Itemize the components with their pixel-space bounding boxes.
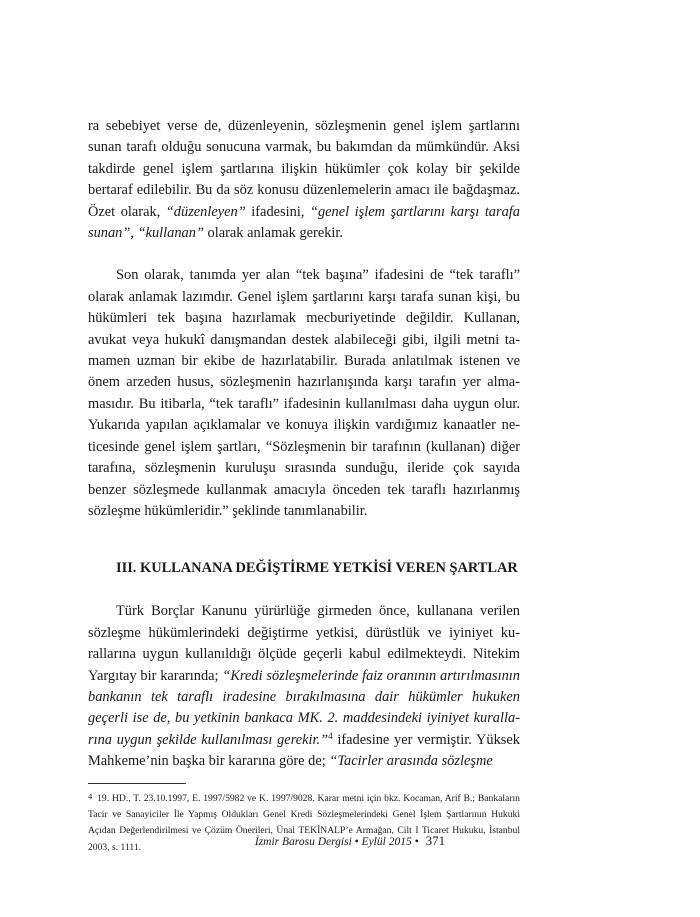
section-heading: III. KULLANANA DEĞİŞTİRME YETKİSİ VEREN ŞARTLAR <box>116 560 518 577</box>
paragraph-1 <box>88 116 520 244</box>
paragraph-3-text-a: Türk Borçlar Kanunu yürürlüğe girmeden önce, kullanana verilen sözleşme hükümlerindeki değiştirme yetkisi, dürüstlük ve iyiniyet kurallarına uygun kullanıldığı ölçüde geçerli kabul edilmekteydi. Nitekim Yargıtay bir kararında; <box>88 603 520 684</box>
footnote-divider <box>88 783 186 784</box>
running-footer <box>0 833 700 850</box>
paragraph-1-text-b: ifadesini, <box>245 203 310 220</box>
footnote-text: 19. HD., T. 23.10.1997, E. 1997/5982 ve K. 1997/9028. Karar metni için bkz. Kocaman, Arif B.; Bankaların Tacir ve Sanayiciler İle Yapmış Oldukları Genel Kredi Sözleşmelerindeki Genel İşlem Şartlarının Hukuki Açıdan Değerlendirilmesi ve Çözüm Önerileri, Ünal TEKİNALP’e Armağan, Cilt I Ticaret Hukuku, İstanbul 2003, s. 1111. <box>88 792 520 853</box>
footnote-number: 4 <box>88 790 93 801</box>
paragraph-2: Son olarak, tanımda yer alan “tek başına” ifadesini de “tek taraflı” olarak anlamak lazımdır. Genel işlem şartlarını karşı tarafa sunan kişi, bu hükümleri tek başına hazırlamak mecburiyetinde değildir. Kullanan, avukat veya hukukî danışmandan destek alabileceği gibi, ilgili metni tamamen uzman bir ekibe de hazırlatabilir. Burada anlatılmak istenen ve önem arzeden husus, sözleşmenin hazırlanışında karşı tarafın yer almamasıdır. Bu itibarla, “tek taraflı” ifadesinin kullanılması daha uygun olur. Yukarıda yapılan açıklamalar ve konuya ilişkin vardığımız kanaatler neticesinde genel işlem şartları, “Sözleşmenin bir tarafının (kullanan) diğer tarafına, sözleşmenin kuruluşu sırasında sunduğu, ileride çok sayıda benzer sözleşmede kullanmak amacıyla önceden tek taraflı hazırlanmış sözleşme hükümleridir.” şeklinde tanımlanabilir. <box>88 267 520 519</box>
paragraph-1-text-c: olarak anlamak gerekir. <box>203 225 343 242</box>
page-number: 371 <box>425 833 446 848</box>
paragraph-3-quote-b: “Tacirler arasında sözleşme <box>329 753 493 770</box>
journal-name: İzmir Barosu Dergisi • Eylül 2015 • <box>254 836 419 848</box>
paragraph-1-italic-a: “düzenleyen” <box>165 203 246 220</box>
page-content <box>88 116 520 856</box>
paragraph-3-text-b: ifadesine yer vermiştir. Yüksek Mahkeme’nin başka bir kararına göre de; <box>88 731 520 770</box>
paragraph-3-quote-a: “Kredi sözleşmelerinde faiz oranının artırılmasının bankanın tek taraflı iradesine bırakılmasına dair hükümler hukuken geçerli ise de, bu yetkinin bankaca MK. 2. maddesindeki iyiniyet kurallarına uygun şekilde kullanılması gerekir.” <box>88 667 520 748</box>
footnote-reference[interactable]: 4 <box>328 730 333 741</box>
paragraph-1-italic-b: “genel işlem şartlarını karşı tarafa sunan”, “kullanan” <box>88 203 520 242</box>
paragraph-3 <box>88 601 520 772</box>
paragraph-1-text-a: ra sebebiyet verse de, düzenleyenin, sözleşmenin genel işlem şartlarını sunan tarafı olduğu sonucuna varmak, bu bakımdan da mümkündür. Aksi takdirde genel işlem şartlarına ilişkin hükümler çok kolay bir şekilde bertaraf edilebilir. Bu da söz konusu düzenlemelerin amacı ile bağdaşmaz. Özet olarak, <box>88 118 520 220</box>
